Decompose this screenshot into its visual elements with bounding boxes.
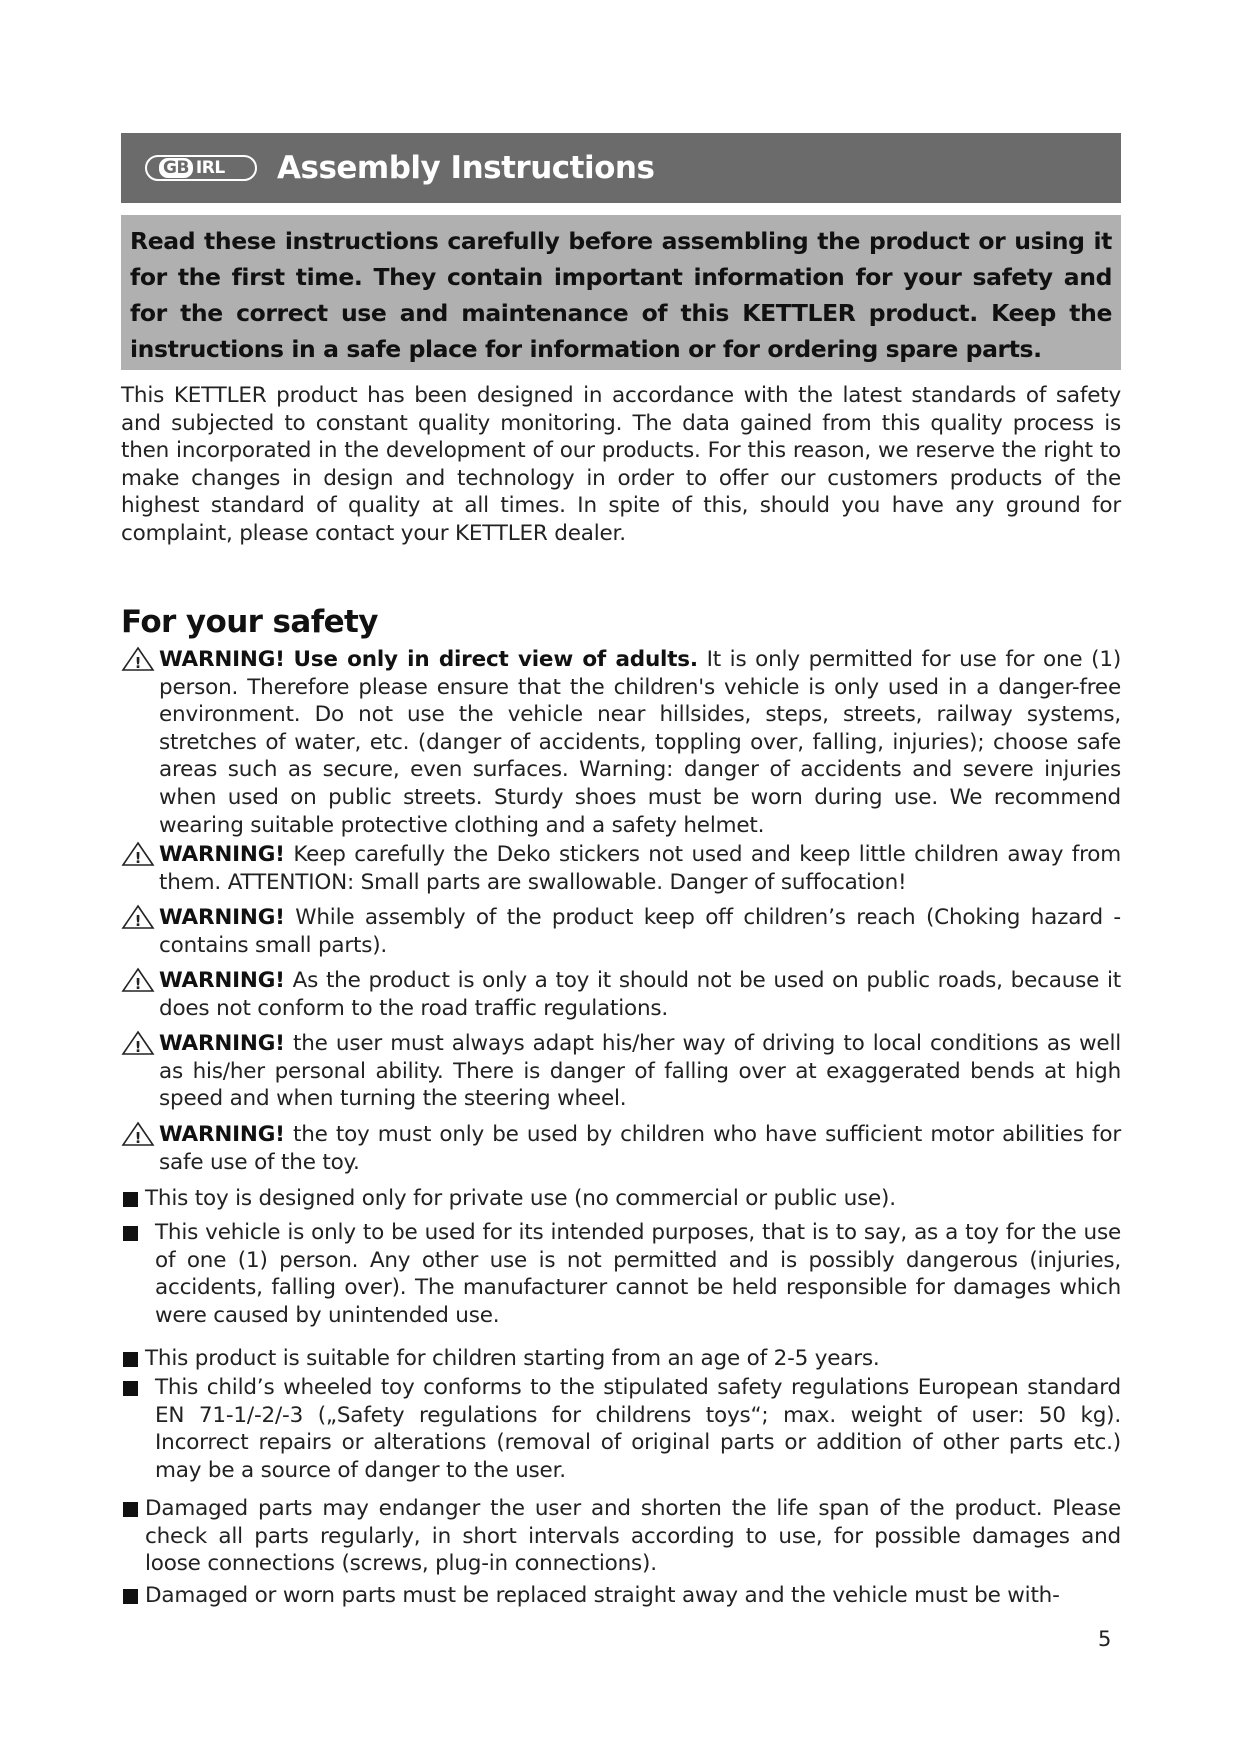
- bullet-text: Damaged or worn parts must be replaced straight away and the vehicle must be with-: [145, 1583, 1060, 1608]
- bullet-text: This product is suitable for children starting from an age of 2-5 years.: [145, 1346, 880, 1371]
- svg-text:!: !: [134, 654, 142, 672]
- bullet-item: [121, 1185, 1121, 1213]
- svg-text:!: !: [134, 849, 142, 867]
- section-header-bar: [121, 133, 1121, 203]
- svg-text:!: !: [134, 1038, 142, 1056]
- warning-item: [121, 841, 1121, 896]
- bullet-item: [121, 1374, 1121, 1484]
- bullet-item: [121, 1219, 1121, 1329]
- body-paragraph: This KETTLER product has been designed in accordance with the latest standards of safety and subjected to constant quality monitoring. The data gained from this quality process is then incorporated in the development of our products. For this reason, we reserve the right to make changes in design and technology in order to offer our customers products of the highest standard of quality at all times. In spite of this, should you have any ground for complaint, please contact your KETTLER dealer.: [121, 383, 1121, 546]
- square-bullet-icon: [123, 1502, 138, 1517]
- bullet-text: This vehicle is only to be used for its intended purposes, that is to say, as a toy for the use of one (1) person. Any other use is not permitted and is possibly dangerous (injuries, accidents, falling over). The manufacturer cannot be held responsible for damages which were caused by unintended use.: [155, 1220, 1121, 1328]
- bullet-text: Damaged parts may endanger the user and shorten the life span of the product. Please check all parts regularly, in short intervals according to use, for possible damages and loose connections (screws, plug-in connections).: [145, 1496, 1121, 1577]
- warning-label: WARNING!: [159, 1031, 285, 1056]
- warning-item: [121, 967, 1121, 1022]
- warning-text: As the product is only a toy it should not be used on public roads, because it does not conform to the road traffic regulations.: [159, 968, 1121, 1021]
- page-title: Assembly Instructions: [277, 150, 655, 186]
- bullet-item: [121, 1582, 1121, 1610]
- bullet-text: This toy is designed only for private use (no commercial or public use).: [145, 1186, 896, 1211]
- warning-triangle-icon: [121, 646, 157, 673]
- svg-text:!: !: [134, 975, 142, 993]
- square-bullet-icon: [123, 1589, 138, 1604]
- square-bullet-icon: [123, 1352, 138, 1367]
- square-bullet-icon: [123, 1381, 138, 1396]
- square-bullet-icon: [123, 1192, 138, 1207]
- language-badge: [145, 155, 257, 181]
- page-number: 5: [1098, 1627, 1112, 1651]
- warning-triangle-icon: [121, 1121, 157, 1148]
- bullet-item: [121, 1345, 1121, 1373]
- warning-label: WARNING!: [159, 968, 285, 993]
- intro-notice-text: Read these instructions carefully before assembling the product or using it for the first time. They contain important information for your safety and for the correct use and maintenance of this KETTLER product. Keep the instructions in a safe place for information or for ordering spare parts.: [130, 227, 1112, 363]
- bullet-item: [121, 1495, 1121, 1578]
- warning-label: WARNING!: [159, 647, 285, 672]
- warning-triangle-icon: [121, 967, 157, 994]
- warning-label: WARNING!: [159, 1122, 285, 1147]
- warning-label: WARNING!: [159, 905, 285, 930]
- warning-item: [121, 1030, 1121, 1113]
- warning-triangle-icon: [121, 841, 157, 868]
- warning-text: the toy must only be used by children who have sufficient motor abilities for safe use of the toy.: [159, 1122, 1121, 1175]
- square-bullet-icon: [123, 1226, 138, 1241]
- warning-item: [121, 1121, 1121, 1176]
- warning-triangle-icon: [121, 904, 157, 931]
- warning-text: While assembly of the product keep off children’s reach (Choking hazard - contains small parts).: [159, 905, 1121, 958]
- svg-text:!: !: [134, 912, 142, 930]
- safety-section-title: For your safety: [121, 604, 378, 640]
- warning-text: Keep carefully the Deko stickers not used and keep little children away from them. ATTENTION: Small parts are swallowable. Danger of suffocation!: [159, 842, 1121, 895]
- warning-lead: Use only in direct view of adults.: [293, 647, 698, 672]
- warning-label: WARNING!: [159, 842, 285, 867]
- warning-triangle-icon: [121, 1030, 157, 1057]
- warning-text: It is only permitted for use for one (1) person. Therefore please ensure that the children's vehicle is only used in a danger-free environment. Do not use the vehicle near hillsides, steps, streets, railway systems, stretches of water, etc. (danger of accidents, toppling over, falling, injuries); choose safe areas such as secure, even surfaces. Warning: danger of accidents and severe injuries when used on public streets. Sturdy shoes must be worn during use. We recommend wearing suitable protective clothing and a safety helmet.: [159, 647, 1122, 838]
- warning-text: the user must always adapt his/her way of driving to local conditions as well as his/her personal ability. There is danger of falling over at exaggerated bends at high speed and when turning the steering wheel.: [159, 1031, 1121, 1112]
- lang-gb-label: GB: [159, 158, 193, 178]
- bullet-text: This child’s wheeled toy conforms to the stipulated safety regulations European standard EN 71-1/-2/-3 („Safety regulations for childrens toys“; max. weight of user: 50 kg). Incorrect repairs or alterations (removal of original parts or addition of other parts etc.) may be a source of danger to the user.: [155, 1375, 1121, 1483]
- intro-notice-box: [121, 215, 1121, 370]
- svg-text:!: !: [134, 1129, 142, 1147]
- warning-item: [121, 904, 1121, 959]
- warning-item: [121, 646, 1121, 839]
- lang-irl-label: IRL: [195, 158, 225, 178]
